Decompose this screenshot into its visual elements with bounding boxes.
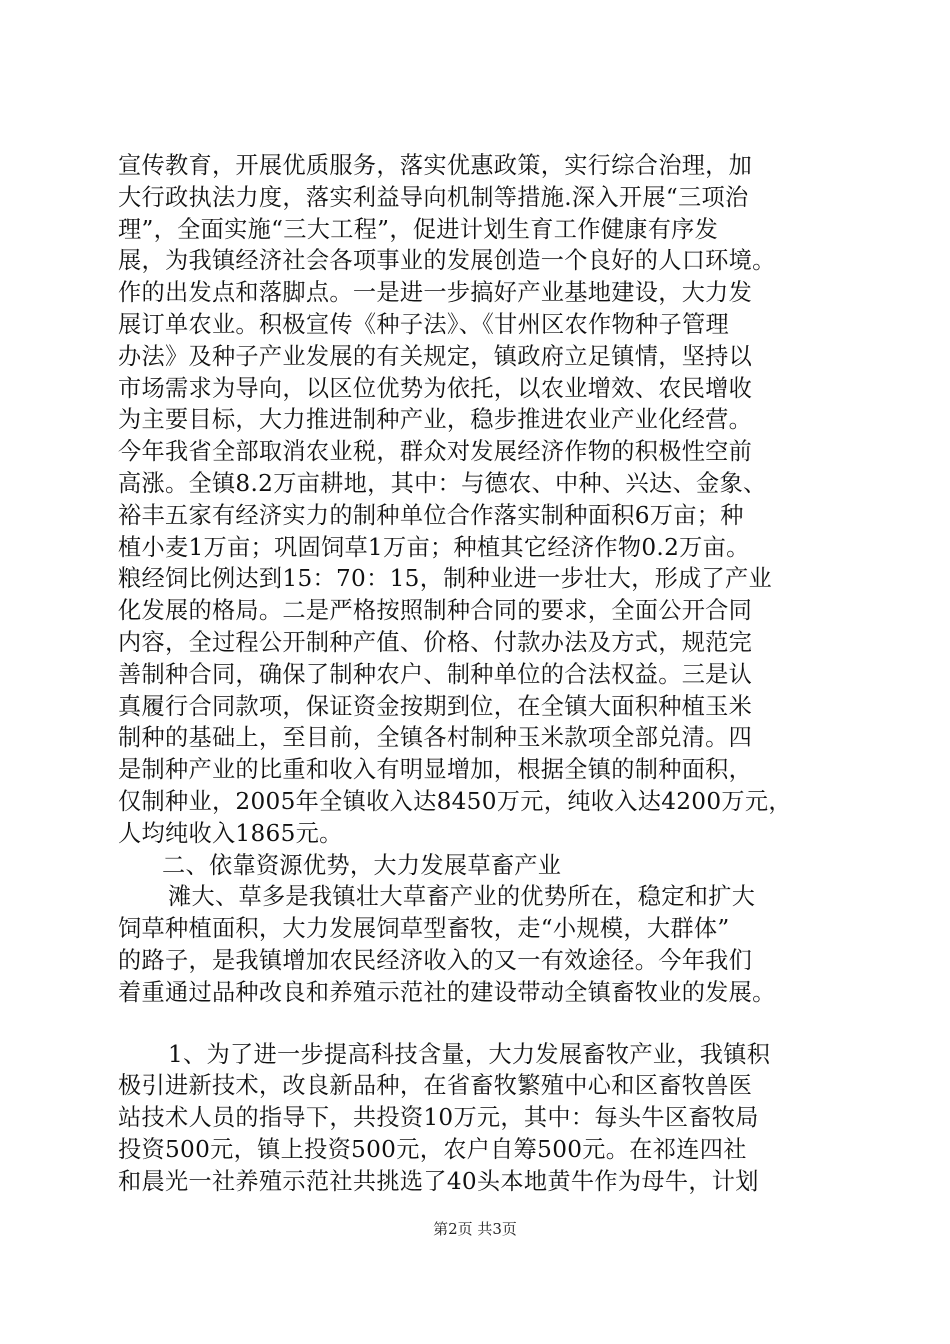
text-line: 制种的基础上，至目前，全镇各村制种玉米款项全部兑清。四: [118, 724, 753, 752]
text-line: 裕丰五家有经济实力的制种单位合作落实制种面积6万亩；种: [118, 501, 744, 529]
paragraph-first-line: 1、为了进一步提高科技含量，大力发展畜牧产业，我镇积: [168, 1040, 771, 1068]
text-line: 植小麦1万亩；巩固饲草1万亩；种植其它经济作物0.2万亩。: [118, 533, 750, 561]
text-line: 饲草种植面积，大力发展饲草型畜牧，走“小规模，大群体”: [118, 915, 730, 943]
text-line: 站技术人员的指导下，共投资10万元，其中：每头牛区畜牧局: [118, 1104, 759, 1132]
text-line: 真履行合同款项，保证资金按期到位，在全镇大面积种植玉米: [118, 692, 753, 720]
text-line: 和晨光一社养殖示范社共挑选了40头本地黄牛作为母牛，计划: [118, 1167, 759, 1195]
text-line: 是制种产业的比重和收入有明显增加，根据全镇的制种面积，: [118, 756, 753, 784]
text-line: 粮经饲比例达到15：70：15，制种业进一步壮大，形成了产业: [118, 565, 773, 593]
text-line: 化发展的格局。二是严格按照制种合同的要求，全面公开合同: [118, 597, 753, 625]
text-line: 理”，全面实施“三大工程”，促进计划生育工作健康有序发: [118, 215, 719, 243]
text-line: 宣传教育，开展优质服务，落实优惠政策，实行综合治理，加: [118, 152, 753, 179]
text-line: 内容，全过程公开制种产值、价格、付款办法及方式，规范完: [118, 628, 753, 656]
text-line: 投资500元，镇上投资500元，农户自筹500元。在祁连四社: [118, 1135, 747, 1163]
text-line: 人均纯收入1865元。: [118, 819, 343, 847]
document-body: [118, 150, 853, 1198]
text-line: 大行政执法力度，落实利益导向机制等措施.深入开展“三项治: [118, 183, 749, 211]
text-line: 办法》及种子产业发展的有关规定，镇政府立足镇情，坚持以: [118, 342, 753, 370]
text-line: 仅制种业，2005年全镇收入达8450万元，纯收入达4200万元，: [118, 787, 792, 815]
paragraph-first-line: 滩大、草多是我镇壮大草畜产业的优势所在，稳定和扩大: [168, 883, 756, 911]
paragraph-gap: [118, 1009, 853, 1039]
text-line: 善制种合同，确保了制种农户、制种单位的合法权益。三是认: [118, 660, 753, 688]
text-line: 今年我省全部取消农业税，群众对发展经济作物的积极性空前: [118, 438, 753, 466]
text-line: 高涨。全镇8.2万亩耕地，其中：与德农、中种、兴达、金象、: [118, 469, 767, 497]
text-line: 的路子，是我镇增加农民经济收入的又一有效途径。今年我们: [118, 946, 753, 974]
text-line: 着重通过品种改良和养殖示范社的建设带动全镇畜牧业的发展。: [118, 978, 776, 1006]
text-line: 为主要目标，大力推进制种产业，稳步推进农业产业化经营。: [118, 406, 753, 434]
text-line: 作的出发点和落脚点。一是进一步搞好产业基地建设，大力发: [118, 279, 753, 307]
text-line: 极引进新技术，改良新品种，在省畜牧繁殖中心和区畜牧兽医: [118, 1072, 753, 1100]
text-line: 市场需求为导向，以区位优势为依托，以农业增效、农民增收: [118, 374, 753, 402]
page-number-footer: 第2页 共3页: [433, 1220, 517, 1238]
text-line: 展订单农业。积极宣传《种子法》、《甘州区农作物种子管理: [118, 310, 729, 338]
text-line: 展，为我镇经济社会各项事业的发展创造一个良好的人口环境。: [118, 247, 776, 275]
section-heading: 二、依靠资源优势，大力发展草畜产业: [162, 851, 562, 879]
